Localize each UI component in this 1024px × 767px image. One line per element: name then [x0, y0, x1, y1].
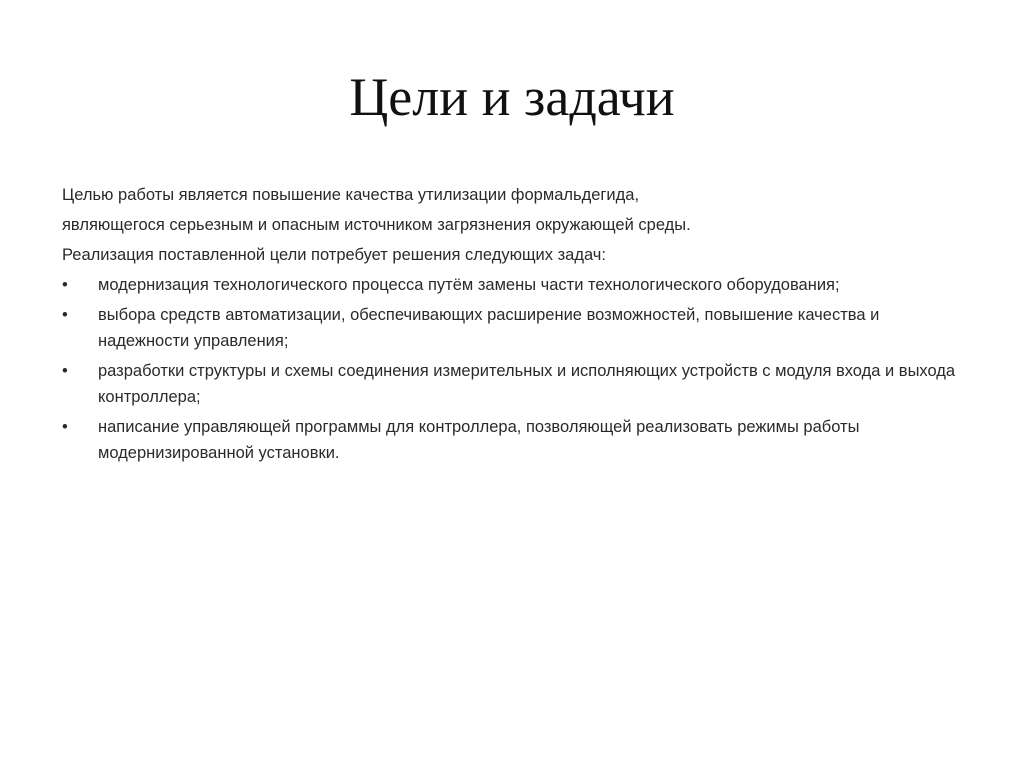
bullet-dot-icon: • — [62, 306, 68, 324]
task-text: модернизация технологического процесса путём замены части технологического оборудования; — [98, 276, 840, 294]
task-item — [62, 272, 972, 298]
task-text: разработки структуры и схемы соединения измерительных и исполняющих устройств с модуля входа и выхода контроллера; — [98, 362, 956, 406]
bullet-dot-icon: • — [62, 418, 68, 436]
paragraph-goal-line-2: являющегося серьезным и опасным источником загрязнения окружающей среды. — [62, 216, 691, 234]
task-item — [62, 358, 972, 410]
slide-title: Цели и задачи — [349, 67, 675, 127]
bullet-dot-icon: • — [62, 362, 68, 380]
paragraph-tasks-intro: Реализация поставленной цели потребует решения следующих задач: — [62, 246, 606, 264]
slide-body — [62, 182, 972, 470]
task-text: выбора средств автоматизации, обеспечивающих расширение возможностей, повышение качества и надежности управления; — [98, 306, 880, 350]
paragraph-goal-line-1: Целью работы является повышение качества утилизации формальдегида, — [62, 186, 640, 204]
task-item — [62, 414, 972, 466]
task-item — [62, 302, 972, 354]
task-text: написание управляющей программы для контроллера, позволяющей реализовать режимы работы модернизированной установки. — [98, 418, 860, 462]
bullet-dot-icon: • — [62, 276, 68, 294]
task-list — [62, 272, 972, 466]
